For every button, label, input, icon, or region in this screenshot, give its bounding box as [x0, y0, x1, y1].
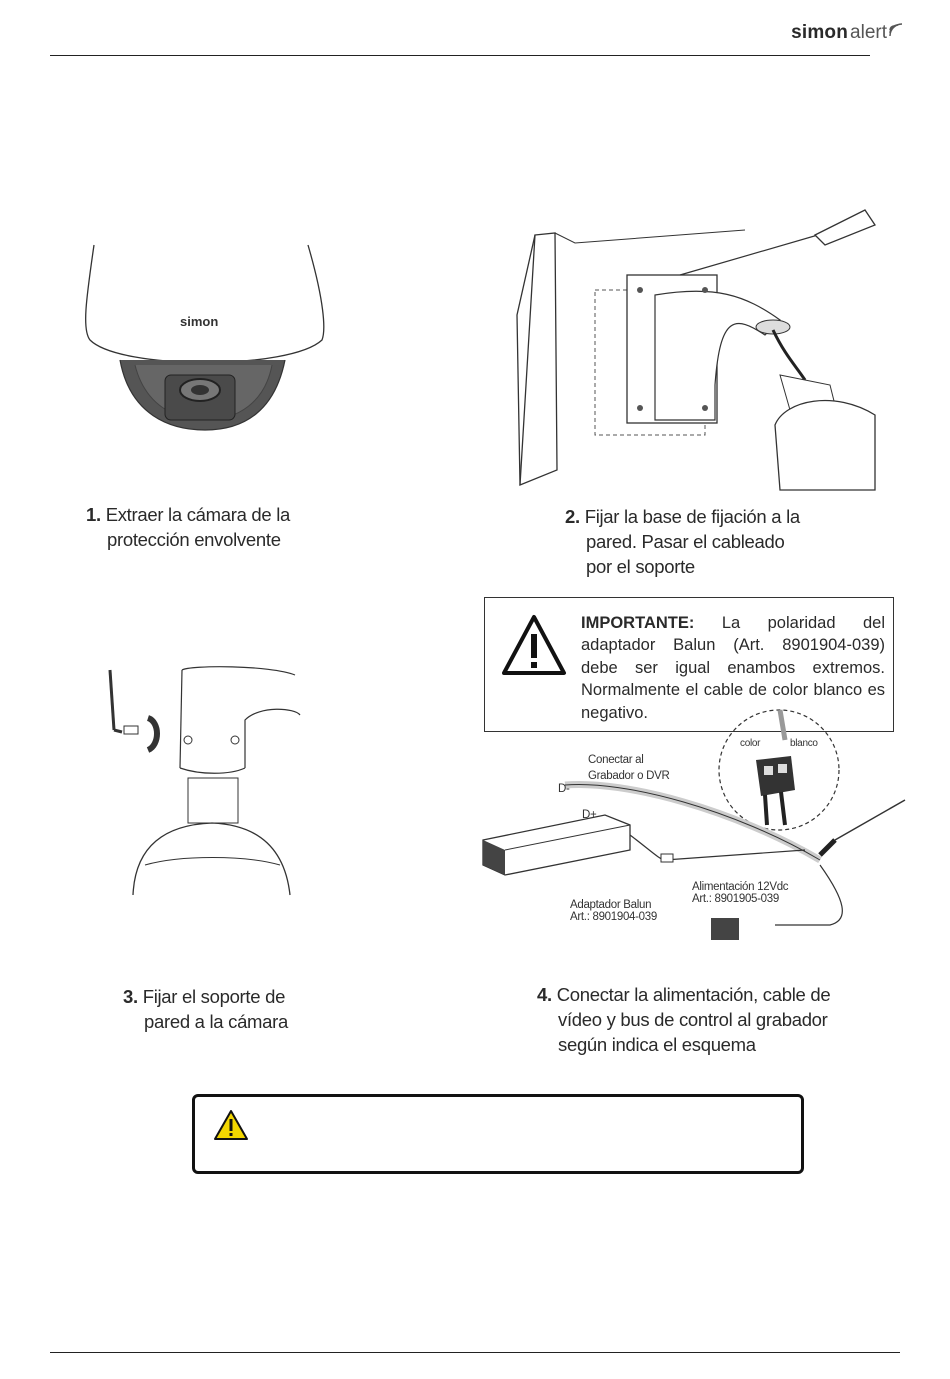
power-line1: Alimentación 12Vdc — [692, 881, 789, 893]
step-2-caption — [565, 504, 800, 579]
important-body: La polaridad del adaptador Balun (Art. 8901904-039) debe ser igual enambos extremos. Normalmente el cable de color blanco es negativo. — [581, 614, 885, 722]
step-1-line1: Extraer la cámara de la — [105, 504, 291, 525]
brand-name-light: alert — [850, 22, 887, 43]
footer-rule — [50, 1352, 900, 1353]
step-4-line3: según indica el esquema — [558, 1034, 756, 1055]
d-plus-label: D+ — [582, 809, 597, 821]
dome-camera-illustration — [80, 240, 330, 440]
step-2-line2: pared. Pasar el cableado — [586, 531, 785, 552]
caution-notice-box — [192, 1094, 804, 1174]
step-4-caption — [537, 982, 830, 1057]
power-supply-label — [692, 881, 788, 905]
connect-line1: Conectar al — [588, 754, 644, 766]
power-line2: Art.: 8901905-039 — [692, 893, 779, 905]
step-3-line2: pared a la cámara — [144, 1011, 289, 1032]
step-2-line1: Fijar la base de fijación a la — [584, 506, 800, 527]
step-3-number: 3. — [123, 986, 138, 1007]
step-2-number: 2. — [565, 506, 580, 527]
step-4-line1: Conectar la alimentación, cable de — [556, 984, 831, 1005]
step-2-line3: por el soporte — [586, 556, 695, 577]
balun-adapter-label — [570, 899, 657, 923]
step-4-number: 4. — [537, 984, 552, 1005]
d-minus-label: D- — [558, 783, 570, 795]
camera-brand-label: simon — [180, 314, 219, 329]
brand-logo — [791, 22, 902, 44]
mount-assembly-illustration — [100, 660, 310, 900]
important-heading: IMPORTANTE: — [581, 614, 695, 632]
white-wire-label: blanco — [790, 738, 818, 749]
brand-name-bold: simon — [791, 22, 849, 43]
header-rule — [50, 55, 870, 56]
step-1-line2: protección envolvente — [107, 529, 281, 550]
warning-triangle-icon — [501, 614, 567, 676]
color-wire-label: color — [740, 738, 761, 749]
balun-line1: Adaptador Balun — [570, 899, 652, 911]
signal-icon — [888, 16, 902, 38]
connect-line2: Grabador o DVR — [588, 770, 670, 782]
wall-bracket-illustration — [515, 205, 915, 490]
step-3-caption — [123, 984, 288, 1034]
caution-icon — [213, 1109, 249, 1141]
balun-line2: Art.: 8901904-039 — [570, 911, 657, 923]
step-3-line1: Fijar el soporte de — [142, 986, 286, 1007]
wiring-diagram-illustration — [475, 700, 905, 960]
step-1-number: 1. — [86, 504, 101, 525]
step-1-caption — [86, 502, 290, 552]
step-4-line2: vídeo y bus de control al grabador — [558, 1009, 828, 1030]
connect-dvr-label — [588, 754, 669, 782]
